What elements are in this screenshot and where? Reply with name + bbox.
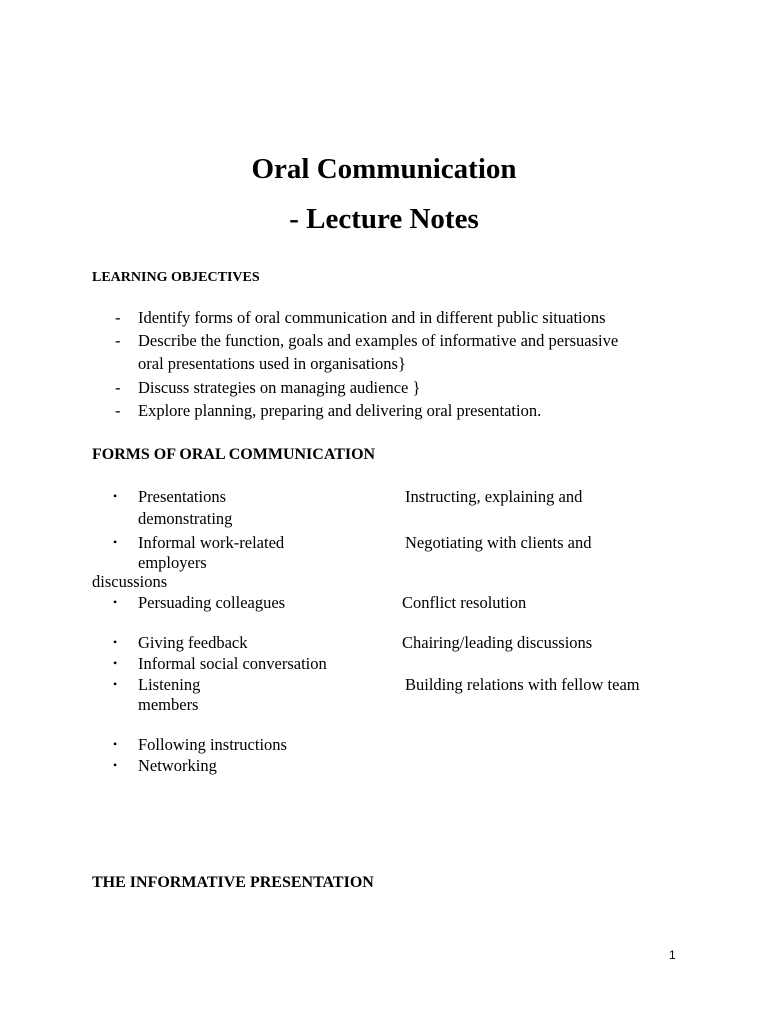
form-item-continuation: employers xyxy=(138,553,207,572)
form-item: Following instructions xyxy=(138,735,287,754)
form-item-right: Instructing, explaining and xyxy=(405,487,583,506)
bullet-marker: • xyxy=(113,677,118,691)
bullet-marker: • xyxy=(113,737,118,751)
objective-item: Explore planning, preparing and delivering oral presentation. xyxy=(138,401,542,420)
form-item-right: Negotiating with clients and xyxy=(405,533,592,552)
dash-marker: - xyxy=(115,308,121,327)
bullet-marker: • xyxy=(113,656,118,670)
dash-marker: - xyxy=(115,331,121,350)
objective-item-continuation: oral presentations used in organisations} xyxy=(138,354,406,373)
informative-presentation-heading: THE INFORMATIVE PRESENTATION xyxy=(92,874,374,891)
bullet-marker: • xyxy=(113,758,118,772)
form-item: Networking xyxy=(138,756,217,775)
form-item: Listening xyxy=(138,675,201,694)
objective-item: Identify forms of oral communication and in different public situations xyxy=(138,308,606,327)
bullet-marker: • xyxy=(113,635,118,649)
form-item-continuation: demonstrating xyxy=(138,509,233,528)
document-subtitle: - Lecture Notes xyxy=(289,203,479,235)
bullet-marker: • xyxy=(113,595,118,609)
form-item-continuation: members xyxy=(138,695,199,714)
form-item: Giving feedback xyxy=(138,633,248,652)
dash-marker: - xyxy=(115,378,121,397)
bullet-marker: • xyxy=(113,489,118,503)
bullet-marker: • xyxy=(113,535,118,549)
form-item-right: Conflict resolution xyxy=(402,593,527,612)
form-item: Informal work-related xyxy=(138,533,285,552)
form-item-right: Chairing/leading discussions xyxy=(402,633,593,652)
form-item-continuation: discussions xyxy=(92,572,168,591)
objective-item: Discuss strategies on managing audience } xyxy=(138,378,421,397)
document-title: Oral Communication xyxy=(251,153,517,185)
form-item-right: Building relations with fellow team xyxy=(405,675,640,694)
learning-objectives-heading: LEARNING OBJECTIVES xyxy=(92,270,260,285)
form-item: Presentations xyxy=(138,487,226,506)
forms-heading: FORMS OF ORAL COMMUNICATION xyxy=(92,446,376,463)
form-item: Persuading colleagues xyxy=(138,593,286,612)
dash-marker: - xyxy=(115,401,121,420)
objective-item: Describe the function, goals and examples of informative and persuasive xyxy=(138,331,619,350)
form-item: Informal social conversation xyxy=(138,654,327,673)
page-number: 1 xyxy=(669,948,676,962)
